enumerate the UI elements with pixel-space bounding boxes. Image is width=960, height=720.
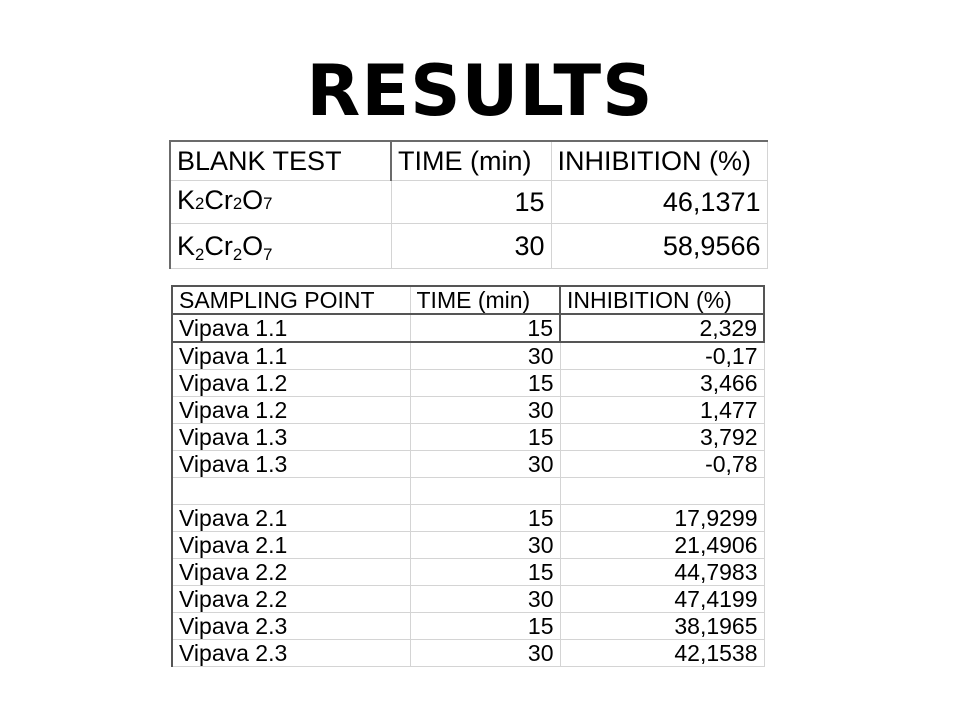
sampling-point-cell: Vipava 2.3: [172, 613, 410, 640]
time-cell: 15: [391, 181, 551, 224]
inhibition-cell: 42,1538: [560, 640, 764, 667]
sampling-point-cell: Vipava 2.2: [172, 559, 410, 586]
compound-cell: K2Cr2O7: [170, 224, 391, 269]
sampling-point-cell: Vipava 2.1: [172, 505, 410, 532]
table-row: [172, 314, 764, 342]
time-cell: [410, 478, 560, 505]
time-cell: 30: [410, 451, 560, 478]
column-header-blank-test: BLANK TEST: [170, 141, 391, 181]
time-cell: 30: [410, 640, 560, 667]
sampling-point-cell: [172, 478, 410, 505]
inhibition-cell: 3,792: [560, 424, 764, 451]
table-row: [172, 370, 764, 397]
table-row: [170, 181, 767, 224]
table-row: [172, 397, 764, 424]
inhibition-cell: -0,17: [560, 342, 764, 370]
table-row: [170, 224, 767, 269]
column-header-sampling-point: SAMPLING POINT: [172, 286, 410, 314]
time-cell: 15: [410, 314, 560, 342]
table-row: [172, 613, 764, 640]
table-row: [172, 532, 764, 559]
table-row: [172, 586, 764, 613]
time-cell: 30: [410, 586, 560, 613]
inhibition-cell: [560, 478, 764, 505]
sampling-point-cell: Vipava 1.1: [172, 342, 410, 370]
inhibition-cell: 38,1965: [560, 613, 764, 640]
time-cell: 15: [410, 559, 560, 586]
table-row: [172, 424, 764, 451]
inhibition-cell: 44,7983: [560, 559, 764, 586]
time-cell: 30: [391, 224, 551, 269]
time-cell: 15: [410, 505, 560, 532]
time-cell: 30: [410, 397, 560, 424]
table-row: [172, 505, 764, 532]
column-header-inhibition: INHIBITION (%): [551, 141, 767, 181]
time-cell: 15: [410, 370, 560, 397]
table-row: [172, 559, 764, 586]
inhibition-cell: 3,466: [560, 370, 764, 397]
table-header-row: [170, 141, 767, 181]
sampling-point-table: [171, 285, 765, 667]
sampling-point-cell: Vipava 1.3: [172, 451, 410, 478]
sampling-point-cell: Vipava 2.1: [172, 532, 410, 559]
compound-cell: K2Cr2O7: [170, 181, 391, 224]
inhibition-cell: -0,78: [560, 451, 764, 478]
inhibition-cell: 47,4199: [560, 586, 764, 613]
sampling-point-cell: Vipava 1.2: [172, 370, 410, 397]
time-cell: 15: [410, 613, 560, 640]
sampling-point-cell: Vipava 1.2: [172, 397, 410, 424]
inhibition-cell: 1,477: [560, 397, 764, 424]
time-cell: 30: [410, 342, 560, 370]
inhibition-cell: 58,9566: [551, 224, 767, 269]
table-row: [172, 640, 764, 667]
column-header-time: TIME (min): [410, 286, 560, 314]
sampling-point-cell: Vipava 1.3: [172, 424, 410, 451]
column-header-inhibition: INHIBITION (%): [560, 286, 764, 314]
sampling-point-cell: Vipava 2.3: [172, 640, 410, 667]
slide-title: RESULTS: [306, 50, 654, 132]
sampling-point-cell: Vipava 1.1: [172, 314, 410, 342]
blank-test-table: [169, 140, 768, 269]
table-row: [172, 451, 764, 478]
inhibition-cell: 46,1371: [551, 181, 767, 224]
time-cell: 30: [410, 532, 560, 559]
column-header-time: TIME (min): [391, 141, 551, 181]
inhibition-cell: 2,329: [560, 314, 764, 342]
time-cell: 15: [410, 424, 560, 451]
table-header-row: [172, 286, 764, 314]
empty-row: [172, 478, 764, 505]
sampling-point-cell: Vipava 2.2: [172, 586, 410, 613]
inhibition-cell: 17,9299: [560, 505, 764, 532]
table-row: [172, 342, 764, 370]
inhibition-cell: 21,4906: [560, 532, 764, 559]
